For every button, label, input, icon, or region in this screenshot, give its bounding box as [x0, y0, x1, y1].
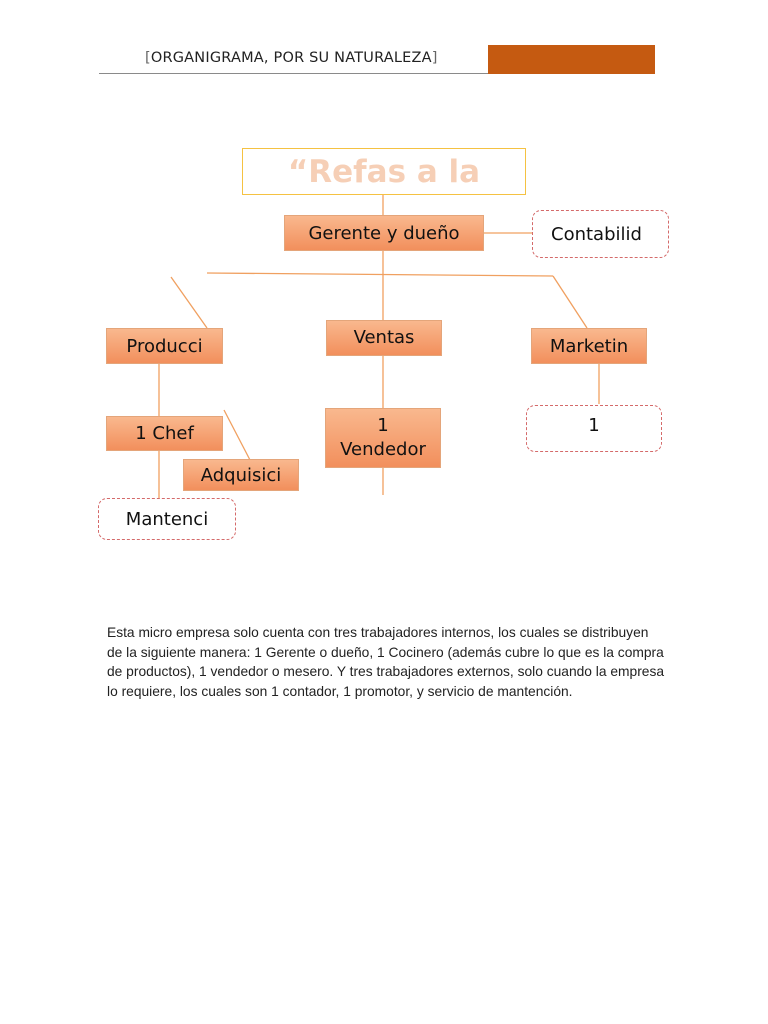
connector-adquisicion-diagonal	[224, 410, 250, 460]
node-marketing-label: Marketin	[549, 335, 629, 357]
node-ventas	[326, 320, 442, 356]
connector-horizontal-bus	[207, 273, 553, 276]
header-title-text: ORGANIGRAMA, POR SU NATURALEZA	[150, 50, 432, 66]
node-chef-label: 1 Chef	[135, 423, 194, 444]
header-bracket-open: [	[145, 50, 151, 66]
connector-marketing-diagonal	[553, 276, 587, 328]
node-gerente	[284, 215, 484, 251]
node-produccion	[106, 328, 223, 364]
node-chef	[106, 416, 223, 451]
header-bracket-close: ]	[431, 50, 438, 66]
node-contabilidad	[532, 210, 669, 258]
node-mantencion-label: Mantenci	[125, 508, 209, 530]
node-adquisicion-label: Adquisici	[200, 464, 282, 486]
node-contabilidad-label: Contabilid	[551, 223, 642, 245]
diagram-title: “Refas a la	[242, 148, 526, 195]
body-paragraph: Esta micro empresa solo cuenta con tres trabajadores internos, los cuales se distribuyen de la siguiente manera: 1 Gerente o dueño, 1 Cocinero (además cubre lo que es la compra de productos), 1 vendedor o mesero. Y tres trabajadores externos, solo cuando la empresa lo requiere, los cuales son 1 contador, 1 promotor, y servicio de mantención.	[107, 625, 665, 699]
node-vendedor	[325, 408, 441, 468]
node-promotor-label: 1	[588, 415, 600, 436]
node-mantencion	[98, 498, 236, 540]
node-adquisicion	[183, 459, 299, 491]
node-gerente-label: Gerente y dueño	[308, 222, 460, 244]
node-ventas-label: Ventas	[353, 327, 415, 348]
node-vendedor-label-1: 1	[377, 415, 389, 436]
node-vendedor-label-2: Vendedor	[340, 439, 426, 460]
connector-produccion-diagonal	[171, 277, 207, 328]
node-produccion-label: Producci	[126, 335, 203, 357]
node-marketing	[531, 328, 647, 364]
node-promotor	[526, 405, 662, 452]
